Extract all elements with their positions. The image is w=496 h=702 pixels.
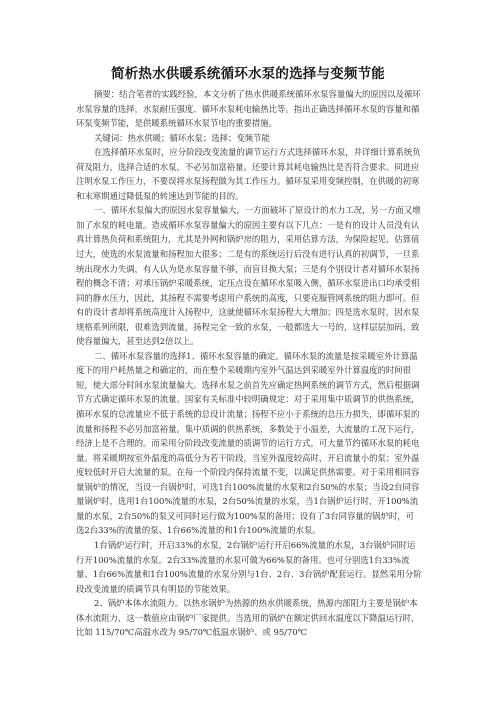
- intro-paragraph: 在选择循环水泵时，应分阶段改变流量的调节运行方式选择循环水泵，并详细计算系统负荷及阻力，选择合适的水泵，不必另加富裕量。还要计算其耗电输热比是否符合要求。同进应注明水泵工作压力，不要误将水泵扬程做为其工作压力。循环泵采用变频控制，在供暖的初寒和末寒期通过降低泵的转速达到节能的目的。: [76, 147, 421, 201]
- section-2-boiler-paragraph: 2、锅炉本体水流阻力。以热水锅炉为热源的热水供暖系统，热源内部阻力主要是锅炉本体水流阻力，这一数值应由锅炉厂家提供。当选用的锅炉在额定供回水温度以下降温运行时，比如 115/70℃高温水改为 95/70℃低温水锅炉、或 95/70℃: [76, 598, 420, 638]
- section-1-paragraph: 一、循环水泵偏大的原因水泵容量偏大，一方面破坏了原设计的水力工况，另一方面又增加了水泵的耗电量。造成循环水泵容量偏大的原因主要有以下几点：一是有的设计人员没有认真计算热负荷和系统阻力，尤其是外网和锅炉房的阻力，采用估算方法，为保险起见，估算值过大，使选的水泵流量和扬程加大很多；二是有的系统运行后没有进行认真的初调节，一旦系统出现水力失调，有人认为是水泵容量不够，而盲目换大泵；三是有个别设计者对循环水泵扬程的概念不清；对承压锅炉采暖系统，定压点设在循环水泵吸入侧，循环水泵进出口均承受相同的静水压力，因此，其扬程不需要考虑用户系统的高度，只要克服管网系统的阻力即可。但有的设计者却将系统高度计入扬程中，这就使循环水泵扬程大大增加；四是选水泵时，因水泵规格系列所限，很难选到流量，扬程完全一致的水泵，一般都选大一号的，这样层层加码，致使容量偏大，甚至达到2倍以上。: [76, 205, 421, 347]
- section-2-continued-paragraph: 1台锅炉运行时，开启33%的水泵，2台锅炉运行开启66%流量的水泵，3台锅炉同时运行开100%流量的水泵。2台33%流量的水泵可做为66%泵的备用。也可分别选1台33%流量、1台66%流量和1台100%流量的水泵分别与1台、2台、3台锅炉配套运行。显然采用分阶段改变流量的质调节具有明显的节能效果。: [76, 539, 422, 594]
- document-title: 简析热水供暖系统循环水泵的选择与变频节能: [111, 66, 385, 82]
- keywords-paragraph: 关键词：热水供暖；循环水泵；选择；变频节能: [94, 132, 270, 143]
- document-body: [76, 87, 422, 640]
- section-2-paragraph: 二、循环水泵容量的选择1、循环水泵容量的确定。循环水泵的流量是按采暖室外计算温度下的用户耗热量之和确定的，而在整个采暖期内室外气温达到采暖室外计算温度的时间很短，使大部分时间水泵流量偏大。选择水泵之前首先应确定热网系统的调节方式，然后根据调节方式确定循环水泵的流量。国家有关标准中较明确规定：对于采用集中质调节的供热系统，循环水泵的总流量应不低于系统的总设计流量；扬程不应小于系统的总压力损失，即循环泵的流量和扬程不必另加富裕量。集中质调的供热系统，多数处于小温差，大流量的工况下运行，经济上是不合理的。而采用分阶段改变流量的质调节的运行方式，可大量节约循环水泵的耗电量。将采暖期按室外温度的高低分为若干阶段，当室外温度较高时，开启流量小的泵；室外温度较低时开启大流量的泵。在每一个阶段内保持流量不变，以满足供热需要。对于采用相同容量锅炉的情况，当设一台锅炉时，可选1台100%流量的水泵和2台50%的水泵；当设2台同容量锅炉时，选用1台100%流量的水泵，2台50%流量的水泵，当1台锅炉运行时，开100%流量的水泵，2台50%的泵又可同时运行做为100%泵的备用；设有了3台同容量的锅炉时，可选2台33%的流量的泵、1台66%流量的和1台100%流量的水泵。: [76, 350, 420, 536]
- abstract-paragraph: 摘要：结合笔者的实践经验，本文分析了热水供暖系统循环水泵容量偏大的原因以及循环水泵容量的选择，水泵耐压强度、循环水泵耗电输热比等。指出正确选择循环水泵的容量和循环泵变频节能，是供暖系统循环水泵节电的重要措施。: [76, 89, 421, 129]
